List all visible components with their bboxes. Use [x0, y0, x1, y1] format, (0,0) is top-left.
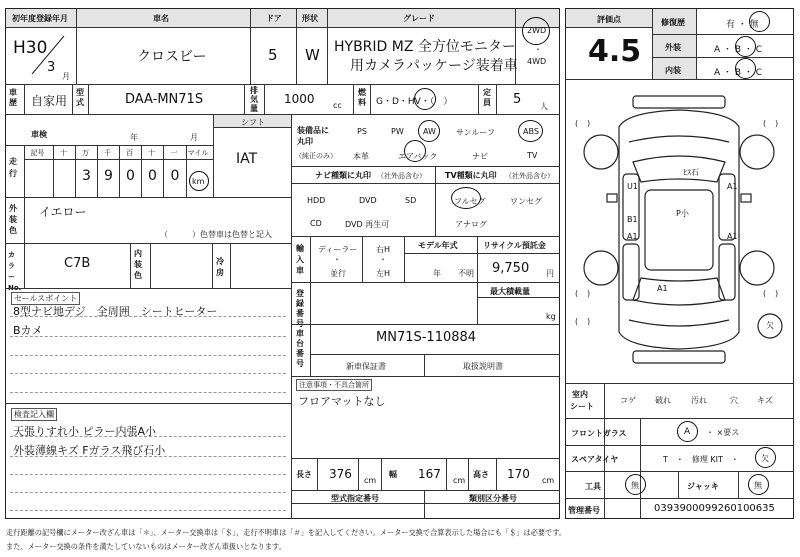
management-label: 管理番号 [568, 506, 600, 515]
shape-label: 形状 [302, 14, 318, 23]
disp-unit: cc [333, 101, 342, 110]
import-dealer: ディーラー [318, 245, 358, 254]
cap-label: 定員 [483, 88, 491, 107]
equip-navi: ナビ [472, 152, 488, 161]
odometer-header: 十 [60, 149, 67, 157]
repair-options: 有 ・ 無 [726, 20, 759, 30]
color-change-note: （ ）色替車は色替と記入 [160, 230, 272, 239]
interior-label: 内装 [665, 66, 681, 75]
recycle-unit: 円 [546, 269, 554, 278]
equip-abs: ABS [523, 127, 539, 136]
seat-label1: 室内 [572, 390, 588, 399]
shape-value: W [305, 46, 320, 64]
fuel-hv-circle [414, 88, 436, 110]
footer-line1: 走行距離の記号欄にメーター改ざん車は「＊」、メーター交換車は「＄」、走行不明車は「＃」を記入してください。メーター交換で合算表示した場合にも「＄」は必要です。 [6, 528, 567, 537]
reg-no-label: 登録番号 [296, 289, 304, 328]
tools-value: 無 [631, 481, 639, 490]
length-unit: cm [364, 476, 377, 485]
management-value: 0393900099260100635 [654, 503, 775, 514]
model-year-unit: 年 [433, 269, 441, 278]
manual: 取扱説明書 [463, 362, 503, 371]
class-no-label: 類別区分番号 [469, 494, 517, 503]
usage-label: 車歴 [9, 88, 17, 107]
import-rh: 右H [376, 245, 391, 254]
interior-color-label: 内装色 [134, 249, 142, 280]
import-dot: ・ [333, 255, 341, 264]
import-dot2: ・ [379, 255, 387, 264]
import-lh: 左H [376, 269, 391, 278]
repair-label: 修復歴 [661, 18, 685, 27]
width-unit: cm [453, 476, 466, 485]
inspection-label: 車検 [31, 130, 47, 139]
disp-value: 1000 [284, 92, 315, 106]
windshield-replace: ・ ×要ス [706, 428, 740, 437]
odometer-header: 千 [104, 149, 111, 157]
model-label: 型式 [76, 88, 84, 107]
svg-text:(: ( [575, 289, 579, 298]
cap-value: 5 [513, 92, 522, 107]
chassis-value: MN71S-110884 [376, 330, 477, 345]
shift-label: シフト [241, 118, 265, 127]
max-load-unit: kg [546, 312, 556, 321]
length-value: 376 [329, 467, 352, 481]
notes-line2: 外装薄線キズ Fガラス飛び石小 [13, 444, 166, 457]
repair-none-circle [749, 11, 770, 32]
inspection-month: 月 [190, 133, 198, 142]
odometer-digit: 0 [170, 168, 180, 184]
width-label: 幅 [389, 470, 397, 479]
first-reg-label: 初年度登録年月 [12, 14, 68, 23]
diag-label-lm: B1 [627, 215, 638, 224]
windshield-value: A [684, 427, 691, 437]
equip-sunroof: サンルーフ [456, 128, 495, 137]
tools-label: 工具 [585, 482, 601, 491]
shift-value: IAT [236, 151, 258, 167]
inspector-notes-label: 検査記入欄 [11, 408, 57, 421]
odometer-header: 一 [170, 149, 178, 157]
navi-hdd: HDD [307, 196, 326, 205]
equip-aw: AW [423, 127, 436, 136]
odometer-header: マイル [187, 149, 209, 157]
equip-airbag-circle [404, 140, 426, 162]
inspection-year: 年 [130, 133, 138, 142]
diag-label-tire: 欠 [766, 321, 774, 330]
tv-analog: アナログ [455, 220, 487, 229]
svg-text:(: ( [575, 119, 579, 128]
exterior-color-label: 外装色 [9, 204, 17, 235]
diag-label-rear: A1 [657, 284, 668, 293]
equipment-sub: （純正のみ） [295, 152, 337, 160]
type-no-label: 型式指定番号 [331, 494, 379, 503]
equip-leather: 本革 [353, 152, 369, 161]
max-load-label: 最大積載量 [490, 287, 530, 296]
jack-value: 無 [754, 481, 762, 490]
height-value: 170 [507, 467, 530, 481]
diag-label-roof: P小 [676, 209, 689, 218]
spare-missing: 欠 [761, 454, 769, 463]
score-value: 4.5 [588, 34, 642, 69]
width-value: 167 [418, 467, 441, 481]
cap-unit: 人 [540, 102, 548, 111]
svg-text:): ) [587, 289, 591, 298]
jack-label: ジャッキ [687, 482, 719, 491]
recycle-value: 9,750 [492, 261, 530, 276]
navi-title-sub: （社外品含む） [377, 172, 426, 180]
import-parallel: 並行 [330, 269, 346, 278]
exterior-label: 外装 [665, 43, 681, 52]
height-label: 高さ [473, 470, 489, 479]
drive-2wd: 2WD [527, 26, 547, 35]
cautions-label: 注意事項・不具合箇所 [296, 379, 372, 391]
odometer-header: 百 [126, 149, 133, 157]
seat-yabure: 破れ [655, 396, 671, 405]
odometer-digit: 0 [148, 168, 157, 184]
exterior-options: A ・ B ・ C [714, 45, 763, 55]
car-damage-diagram [567, 82, 792, 377]
diag-label-lf: U1 [627, 182, 638, 191]
windshield-label: フロントガラス [571, 429, 627, 438]
tv-title-sub: （社外品含む） [505, 172, 554, 180]
svg-text:): ) [587, 317, 591, 326]
svg-text:): ) [775, 119, 779, 128]
navi-sd: SD [405, 196, 417, 205]
tv-title: TV種類に丸印 [445, 171, 497, 180]
cautions-value: フロアマットなし [298, 395, 386, 408]
score-label: 評価点 [597, 15, 621, 24]
drive-4wd: 4WD [527, 57, 547, 66]
length-label: 長さ [296, 470, 312, 479]
svg-text:(: ( [763, 119, 767, 128]
ac-label: 冷房 [216, 257, 224, 277]
svg-text:(: ( [763, 289, 767, 298]
diag-label-lm2: A1 [627, 232, 638, 241]
seat-koge: コゲ [620, 396, 636, 405]
tv-oneseg: ワンセグ [510, 197, 542, 206]
first-reg-month: 3 [47, 60, 56, 75]
interior-b-circle [735, 58, 756, 79]
odometer-unit: km [192, 177, 205, 186]
seat-label2: シート [570, 402, 594, 411]
header-row-bg [6, 9, 559, 27]
model-value: DAA-MN71S [125, 92, 204, 107]
grade-line2: 用カメラパッケージ装着車 [350, 58, 518, 74]
odometer-header: 十 [148, 149, 155, 157]
mileage-label: 走行 [9, 157, 17, 178]
exterior-color-value: イエロー [39, 205, 87, 219]
car-name-value: クロスビー [137, 49, 207, 65]
navi-title: ナビ種類に丸印 [315, 171, 371, 180]
grade-line1: HYBRID MZ 全方位モニター [334, 39, 516, 55]
navi-dvd: DVD [359, 196, 377, 205]
equip-ps: PS [357, 127, 367, 136]
notes-line1: 天張りすれ小 ピラー内張A小 [13, 425, 157, 438]
drive-dot: ・ [534, 45, 542, 54]
odometer-digit: 3 [82, 168, 91, 184]
odometer-header: 記号 [30, 149, 45, 157]
new-warranty: 新車保証書 [346, 362, 386, 371]
recycle-label: リサイクル預託金 [483, 241, 546, 250]
usage-value: 自家用 [31, 94, 68, 108]
tv-fullseg: フルセグ [454, 197, 486, 206]
color-no-label: カラーNo. [8, 251, 22, 292]
sales-line2: Bカメ [13, 324, 43, 337]
model-year-unknown: 不明 [458, 269, 474, 278]
spare-tire-label: スペアタイヤ [571, 455, 619, 464]
seat-ana: 穴 [730, 396, 738, 405]
navi-dvd-play: DVD 再生可 [345, 220, 390, 229]
door-label: ドア [266, 14, 282, 23]
equip-airbag: エアバック [398, 152, 438, 161]
odometer-header: 万 [82, 149, 89, 157]
seat-yogore: 汚れ [691, 396, 707, 405]
model-year-label: モデル年式 [418, 241, 458, 250]
first-reg-era: H30 [13, 38, 48, 58]
interior-options: A ・ B ・ C [714, 68, 763, 78]
height-unit: cm [542, 476, 555, 485]
footer-line2: また、メーター交換の条件を満たしていないものはメーター改ざん車扱いとなります。 [6, 542, 286, 551]
sales-line1: 8型ナビ地デジ 全周囲 シートヒーター [13, 305, 218, 318]
fuel-value: G・D・HV・（ ） [376, 97, 453, 107]
diag-label-hood: ﾋｽ石 [683, 168, 699, 177]
chassis-label: 車台番号 [296, 329, 304, 368]
sales-points-label: セールスポイント [11, 292, 80, 305]
navi-cd: CD [310, 219, 322, 228]
svg-text:): ) [587, 119, 591, 128]
svg-text:): ) [775, 289, 779, 298]
door-value: 5 [268, 46, 278, 64]
equipment-label: 装備品に丸印 [297, 126, 329, 146]
import-label: 輸入車 [296, 244, 304, 275]
grade-label: グレード [403, 14, 435, 23]
odometer-digit: 9 [104, 168, 113, 184]
svg-text:(: ( [575, 317, 579, 326]
car-name-label: 車名 [153, 14, 169, 23]
exterior-b-circle [735, 36, 756, 57]
diag-label-rm: A1 [727, 232, 738, 241]
diag-label-rf: A1 [727, 182, 738, 191]
month-unit: 月 [62, 72, 70, 81]
color-no-value: C7B [64, 256, 91, 271]
equip-pw: PW [391, 127, 404, 136]
seat-kizu: キズ [757, 396, 773, 405]
disp-label: 排気量 [250, 86, 258, 113]
fuel-label: 燃料 [358, 88, 366, 107]
odometer-digit: 0 [126, 168, 135, 184]
equip-tv: TV [527, 151, 538, 160]
spare-tire-options: T ・ 修理 KIT ・ [663, 455, 739, 464]
